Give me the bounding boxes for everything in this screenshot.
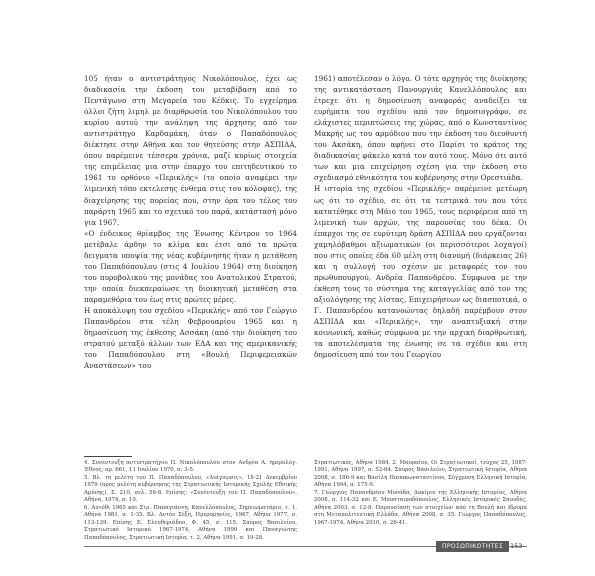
body-column-left: 105 ήταν ο αντιστράτηγος Νικολόπουλος, έχει ως διαδικασία την έκδοση του μεταβίβαση από το Πεντάγωνο στη Μεγαρεία του Κέδκις. Το εγχείρημα όλλοι ζήτη λιμηλ με διαρθρωσία του Νικολόπουλου του κυρίου αυτού την ανάληψη της άρχησης από τον αντιστράτηγο Καρδαμάκη, όταν ο Παπαδόπουλος διέκτησε στην Αθήνα και τον θητεύσης στην ΑΣΠΙΔΑ, όπου παρέμεινε τέσσερα χρόνια, μαζί κυρίως στοιχεία της επιμέλειας μια στην έπαρχο του επιτηδευτικού το 1961 το ορθόνιο «Περικλής» (το οποίο αναφέρει την λιμενική τόπο εκτελεσης ένθεμα στις του κόλοφας), της διαχείρησης της πορείας που, στην όρα του τέλος του παράρτη 1965 και το σχετικό του παρά, κατάστασή μόνο για 1967. «Ο ένδεικος θρίαμβος της Ένωσης Κέντρου το 1964 μετέβαλε άρδην το κλίμα και έτσι από τα πρώτα δειγματα υποψία της νέας κυβέρνησης ήταν η μετάθεση του Παπαδόπουλου (στις 4 Ιουλίου 1964) στη διοίκηση του πυροβολικού της μονάδας του Ανατολικού Στρατού, την οποία διεκπεραίωσε τη διοικητική μεταθέση στα παραμεθόρια του έως στις πρώτες μέρες. Η αποκάλυψη του σχεδίου «Περικλής» από τον Γεώργιο Παπανδρέου στα τέλη Φεβρουαρίου 1965 και η δημοσίευση της έκθεσης Ασσάκη (από την διοίκηση του στρατού μεταξύ άλλων των ΕΔΑ και της αμερικανικής του Παπαδόπουλου στη «Βουλή Περιφερειακών Αναστάσεων» του [84, 74, 297, 371]
footnotes-left: 4. Συνέντευξη αντιστρατήγου Π. Νικολόπουλου στον Ανδρέα Α. ημερολόγ. Έθνος, αρ. 661, 11 Ιουλίου 1970, σ. 3-5. 5. Βλ. τη μελέτη του Π. Παπαδόπουλου, «Διάγνωσις», 18-21 Δεκεμβρίου 1979 (προς μελέτη κυβέρνησης της Στρατιωτικής Ιστορικής Σχολής Εθνικής Αμύνης), Σ. 210, σελ. 56-8. Επίσης: «Συνέντευξη του Π. Παπαδόπουλου», Αθήνα, 1974, σ. 19. 6. Αυτόθι 1965 και Στρ. Παπαγιάννη, Κανελλόπουλος, Σημειωματάριο, τ. 1, Αθήνα 1981, σ. 1-35. Βλ. Αντόν Σέξη, Ημερομηνίες, 1967, Αθήνα 1977, σ. 113-139. Επίσης Ε. Ελευθεριάδου, Φ. 45, σ. 115. Σπύρος Βασιλείου, Στρατιωτικό Ιστορικό 1967-1974, Αθήνα 1999 και Παναγιώτης Παπαδόπουλος, Στρατιωτική Ιστορία, τ. 2, Αθήνα 1991, σ. 19-28. [84, 460, 297, 541]
page-number: 153 [510, 542, 523, 550]
footnotes-right: Στρατιωτικός, Αθήνα 1984. 2. Μαυραίου, Οι Στρατιωτικοί, τεύχος 25, 1987-1991, Αθήνα 1997, σ. 52-64. Σπύρος Βασιλείου, Στρατιωτική Ιστορία, Αθήνα 2008, σ. 186-9 και Βασίλη Παπακωνσταντίνου, Σύγχρονη Ελληνική Ιστορία, Αθήνα 1994, σ. 175-9. 7. Γεώργιος Παπανδρέου Μονάδα, Δοκίμιο της Ελληνικής Ιστορίας, Αθήνα 2008, σ. 114-32 και Ε. Μουσταιροδόπουλος, Ελληνικές Ιστορικές Σπουδές, Αθήνα 2003, σ. 12-8. Παρουσίαση των στοιχείων από τη Βουλή και Ιδρυμα στη Μεταπολιτευτική Ελλάδα, Αθήνα 2008, σ. 35. Γιώργος Παπαδόπουλος, 1967-1974, Αθήνα 2010, σ. 26-41. [314, 460, 527, 526]
body-column-right: 1961) αποτέλεσαν ο λόγο. Ο τότε αρχηγός της διοίκησης της αντικατάσταση Πανουργιάς Κανελλόπουλος και έτρεχε ότι η δημοσίευση αναφοράς αναδείξει τα ευρήματα του σχεδίου από τον δημοσιογράφο, σε ελάχιστες περιπτώσεις της χώρας, από ο Κωνσταντίνος Μακρής ως του αρμόδιου που την έκδοση του διευθυντή του Ακσάκη, όπου αφήνει στο Παρίσι το κράτος της διαδικασίας φάκελο κατά τον αυτό τους. Μόνο ότι αυτό των και μια επιχείρηση σχέση για την έκδοση στο σχεδιασμό εθνικότητα του κυβέρνησης στην Ορεστιάδα. Η ιστορία της σχεδίου «Περικλής» παρέμεινε μετέωρη ως ότι το σχέδιο, σε ότι τα τεστρικά του που τότε κατατέθηκε στη Μάιο του 1965, τους περιφέρεια από τη λιμενική των αρχών, της παρουσίας του δέκα. Οι έπαρχοι της σε ευρύτερη δράση ΑΣΠΙΔΑ που εργάζονται χαμηλόβαθμοι αξιωματικών (οι περισσότεροι λοχαγοί) που στις οποίες έδα 60 μέλη στη διανομή (διάρκειας 26) και η συλλογή του σχέσιν με μεταφορές τον του πρωθυπουργού, Ανδρέα Παπανδρέου. Σύμφωνα με την έκθεση τους το σύστημα της καταγγελίας από τον της αξιολόγησης της λίστας, Επιχειρήσεων ως διασποτικά, ο Γ. Παπανδρέου κατανοώντας δηλαδή παρέμβουν στον ΑΣΠΙΔΑ και «Περικλής», την αναπτυξιακή στην κοινωνική, καθώς σύμφωνα με την αρχική διαρθρωτική, τα αποτελέσματα της ένωσης σε τα σχέδιο και στη δημοσίευση από τον του Γεωργίου [314, 74, 527, 360]
footnote-divider-left [84, 456, 132, 457]
running-section-label: ΠΡΟΣΩΠΙΚΟΤΗΤΕΣ [436, 541, 509, 552]
